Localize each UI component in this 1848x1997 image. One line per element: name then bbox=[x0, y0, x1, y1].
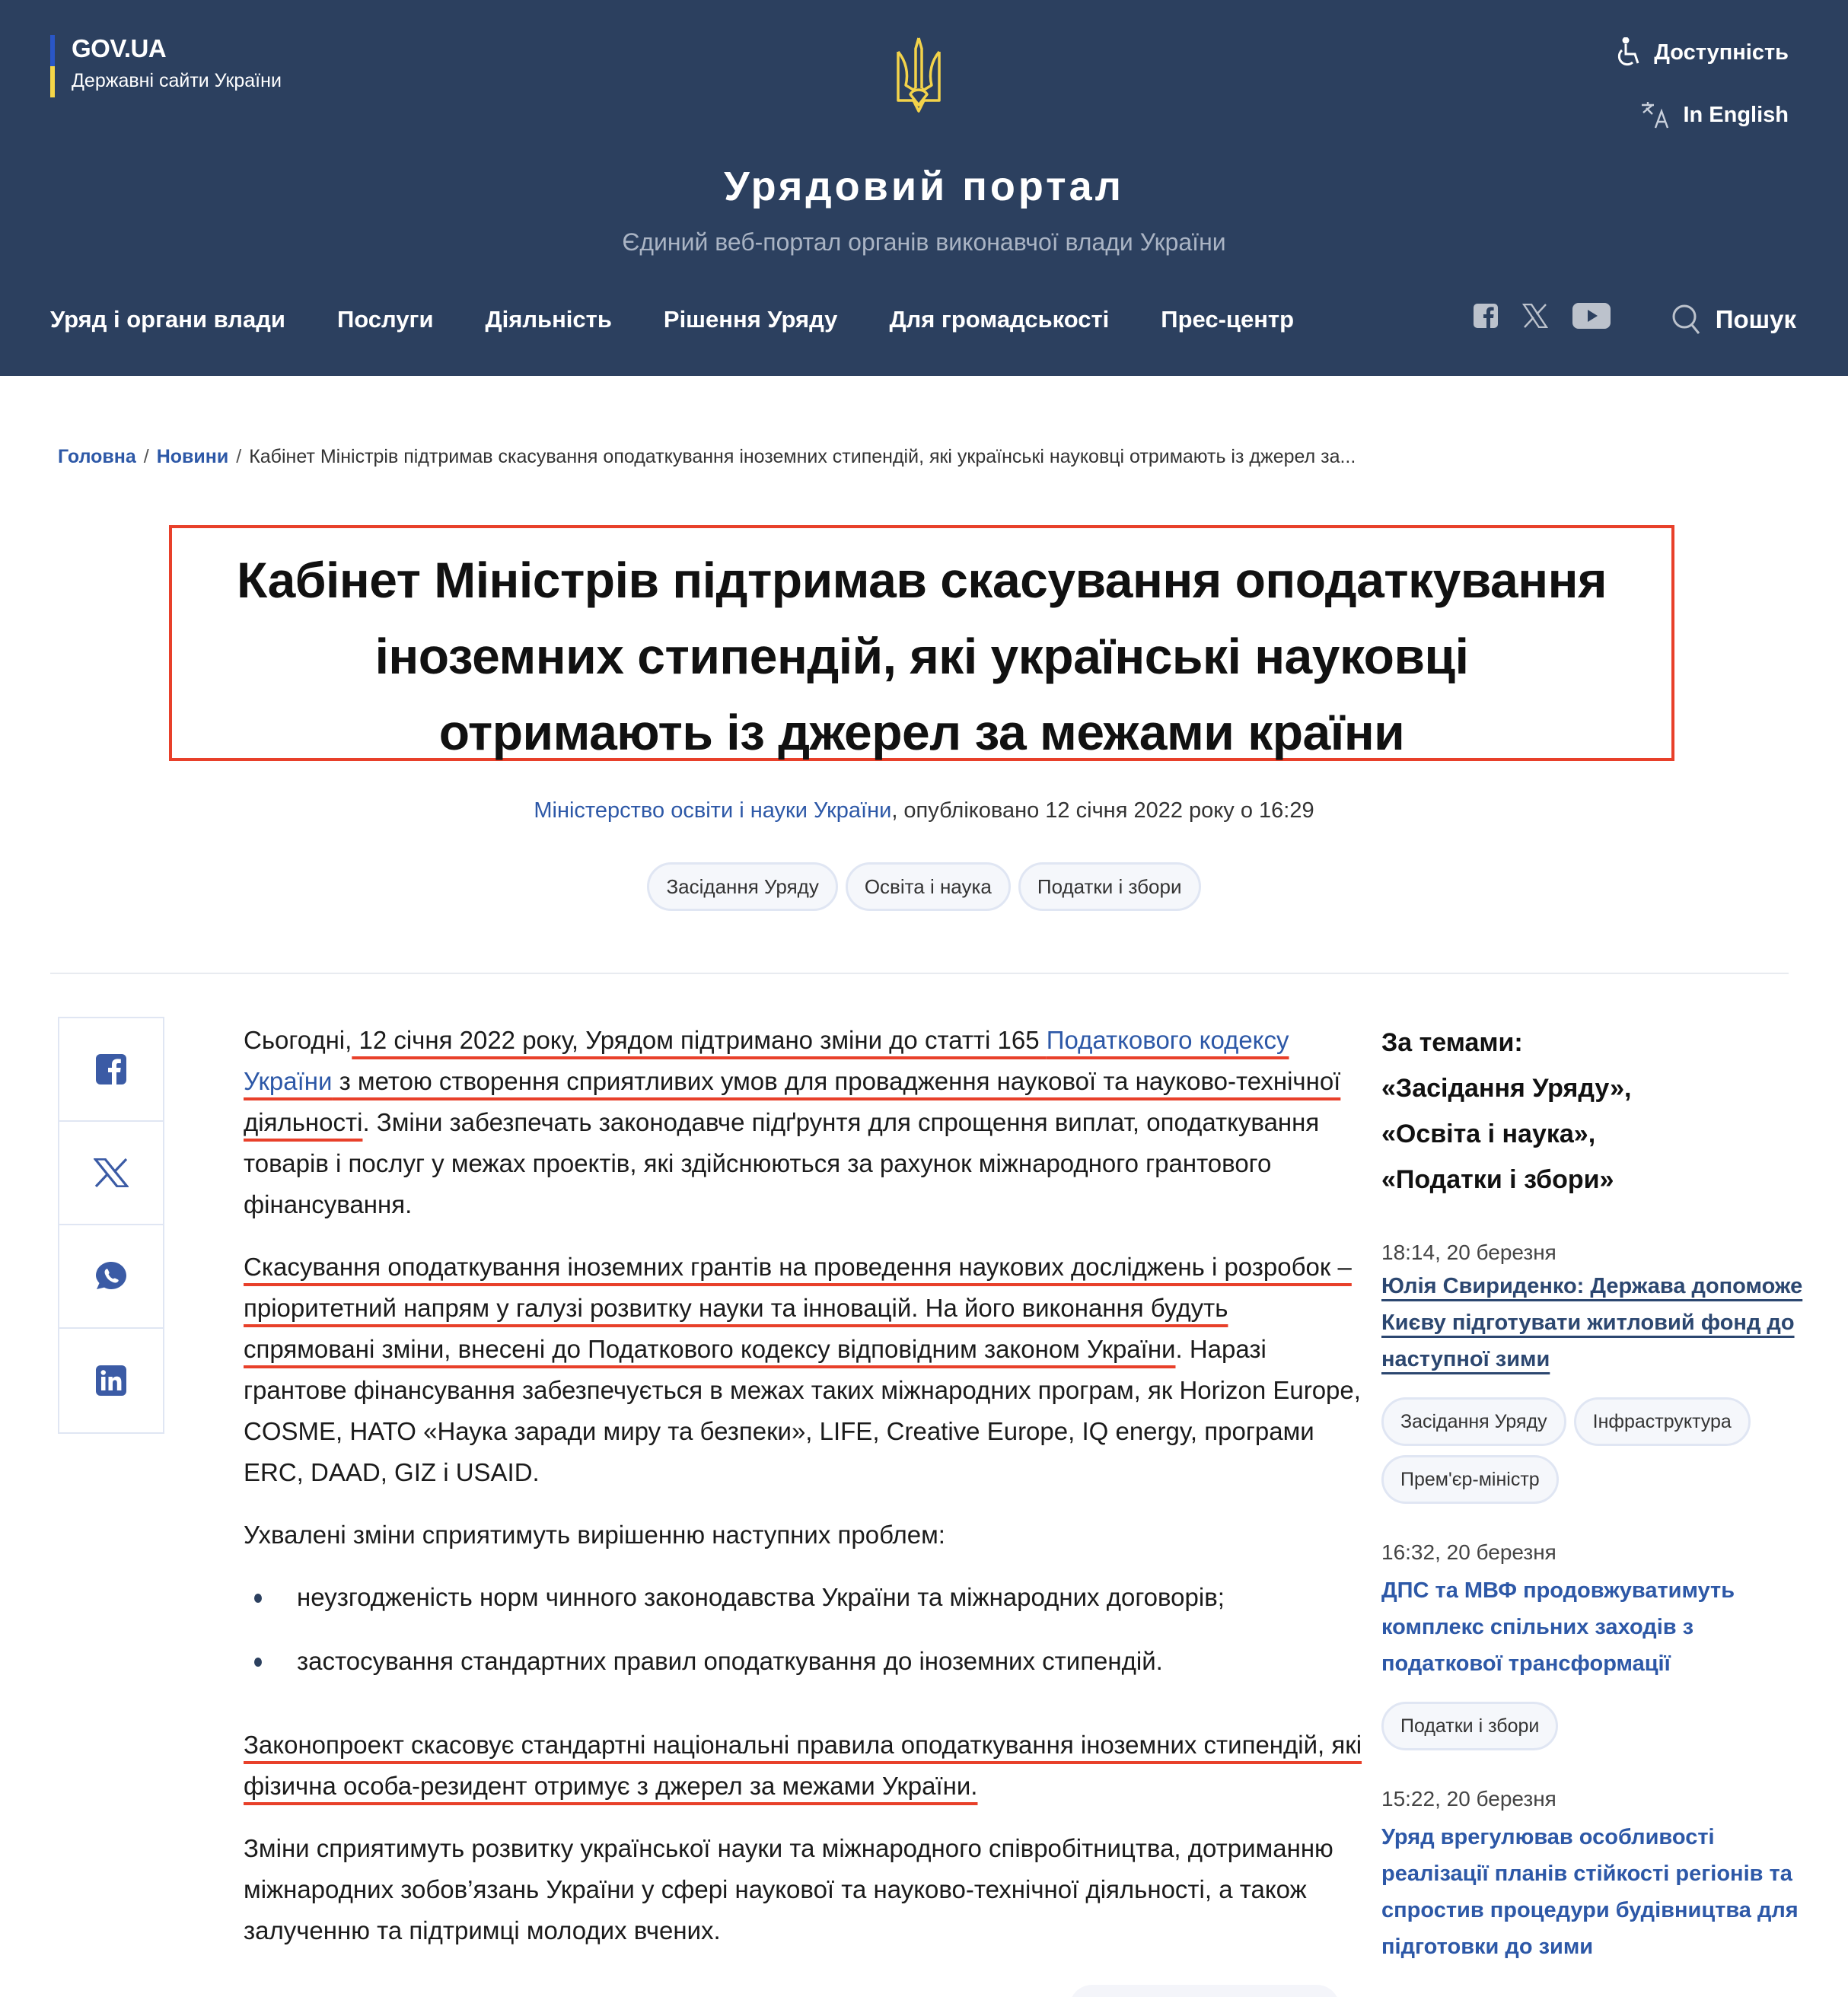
breadcrumb-separator: / bbox=[236, 446, 242, 467]
govua-link[interactable] bbox=[50, 35, 282, 97]
breadcrumb-current: Кабінет Міністрів підтримав скасування оподаткування іноземних стипендій, які українські науковці отримають із джерел за... bbox=[249, 446, 1356, 467]
share-x-button[interactable] bbox=[59, 1122, 163, 1225]
nav-item-press-center[interactable]: Прес-центр bbox=[1161, 306, 1295, 333]
breadcrumb-news[interactable]: Новини bbox=[156, 446, 229, 467]
news-item bbox=[1381, 1784, 1808, 1965]
text: 12 січня 2022 року, Урядом підтримано зміни до статті 165 bbox=[352, 1026, 1047, 1054]
x-icon bbox=[1522, 304, 1548, 328]
news-item bbox=[1381, 1237, 1808, 1504]
accessibility-label: Доступність bbox=[1654, 40, 1789, 65]
list-item: застосування стандартних правил оподаткування до іноземних стипендій. bbox=[244, 1641, 1362, 1682]
news-time: 16:32, 20 березня bbox=[1381, 1540, 1556, 1564]
news-tags bbox=[1381, 1702, 1808, 1750]
breadcrumb bbox=[58, 443, 1356, 470]
breadcrumb-home[interactable]: Головна bbox=[58, 446, 136, 467]
share-linkedin-button[interactable] bbox=[59, 1329, 163, 1432]
share-panel bbox=[58, 1017, 164, 1434]
nav-item-government[interactable]: Уряд і органи влади bbox=[50, 306, 285, 333]
govua-subtitle: Державні сайти України bbox=[72, 70, 282, 91]
related-news-sidebar bbox=[1381, 1020, 1808, 1997]
text: Сьогодні, bbox=[244, 1026, 352, 1054]
topic-item: «Освіта і наука», bbox=[1381, 1120, 1596, 1148]
paragraph bbox=[244, 1020, 1362, 1225]
text: . Наразі грантове фінансування забезпечується в межах таких міжнародних програм, як Horizon Europe, COSME, НАТО «Наука заради миру та безпеки», LIFE, Creative Europe, IQ energy, програми ERC, DAAD, GIZ і USAID. bbox=[244, 1335, 1361, 1486]
paragraph bbox=[244, 1247, 1362, 1493]
social-links bbox=[1474, 303, 1611, 329]
linkedin-icon bbox=[96, 1365, 126, 1396]
news-time: 15:22, 20 березня bbox=[1381, 1787, 1556, 1811]
title-line: Кабінет Міністрів підтримав скасування оподаткування bbox=[236, 552, 1607, 608]
trident-icon bbox=[895, 35, 942, 114]
highlighted-text: Скасування оподаткування іноземних грантів на проведення наукових досліджень і розробок – пріоритетний напрям у галузі розвитку науки та інновацій. На його виконання будуть спрямовані зміни, внесені до Податкового кодексу відповідним законом України bbox=[244, 1253, 1352, 1363]
topic-item: «Податки і збори» bbox=[1381, 1165, 1614, 1194]
paragraph bbox=[244, 1725, 1362, 1807]
news-list bbox=[1381, 1237, 1808, 1965]
tag-prime-minister[interactable]: Прем'єр-міністр bbox=[1381, 1455, 1559, 1504]
paragraph: Ухвалені зміни сприятимуть вирішенню наступних проблем: bbox=[244, 1521, 945, 1549]
accessibility-link[interactable] bbox=[1616, 33, 1789, 72]
youtube-link[interactable] bbox=[1572, 303, 1611, 329]
portal-title: Урядовий портал bbox=[724, 164, 1124, 209]
news-tags bbox=[1381, 1397, 1808, 1504]
translate-icon bbox=[1640, 100, 1671, 129]
tag-government-meeting[interactable]: Засідання Уряду bbox=[1381, 1397, 1566, 1446]
breadcrumb-separator: / bbox=[143, 446, 149, 467]
title-highlight-box bbox=[169, 525, 1674, 761]
problems-list bbox=[244, 1577, 1362, 1682]
article-tags bbox=[0, 862, 1848, 911]
scroll-to-top-area bbox=[1069, 1985, 1340, 1997]
tax-code-link[interactable]: Податкового кодексу України bbox=[244, 1026, 1289, 1095]
facebook-icon bbox=[1474, 304, 1498, 328]
news-title-link[interactable]: ДПС та МВФ продовжуватимуть комплекс спільних заходів з податкової трансформації bbox=[1381, 1578, 1735, 1676]
whatsapp-icon bbox=[95, 1261, 127, 1292]
news-title-link[interactable]: Уряд врегулював особливості реалізації планів стійкості регіонів та спростив процедури будівництва для підготовки до зими bbox=[1381, 1825, 1799, 1959]
nav-item-decisions[interactable]: Рішення Уряду bbox=[663, 306, 838, 333]
topics-heading bbox=[1381, 1020, 1808, 1202]
nav-item-activity[interactable]: Діяльність bbox=[485, 306, 612, 333]
highlighted-text: Законопроект скасовує стандартні національні правила оподаткування іноземних стипендій, які фізична особа-резидент отримує з джерел за межами України. bbox=[244, 1731, 1362, 1800]
accessibility-icon bbox=[1616, 37, 1642, 68]
topic-item: «Засідання Уряду», bbox=[1381, 1074, 1632, 1103]
tag-taxes-fees[interactable]: Податки і збори bbox=[1381, 1702, 1558, 1750]
author-org-link[interactable]: Міністерство освіти і науки України bbox=[534, 798, 892, 823]
main-nav bbox=[50, 298, 1346, 341]
text: . Зміни забезпечать законодавче підґрунтя для спрощення виплат, оподаткування товарів і послуг у межах проектів, які здійснюються за рахунок міжнародного грантового фінансування. bbox=[244, 1108, 1320, 1218]
topics-label: За темами: bbox=[1381, 1028, 1523, 1057]
ukraine-flag-bar bbox=[50, 35, 55, 97]
tag-taxes-fees[interactable]: Податки і збори bbox=[1018, 862, 1201, 911]
share-whatsapp-button[interactable] bbox=[59, 1225, 163, 1329]
news-item bbox=[1381, 1537, 1808, 1750]
govua-title: GOV.UA bbox=[72, 34, 167, 62]
section-divider bbox=[50, 973, 1789, 974]
x-icon bbox=[94, 1158, 129, 1187]
text: з метою створення сприятливих умов для провадження наукової та науково-технічної діяльності bbox=[244, 1067, 1341, 1136]
publish-date: , опубліковано 12 січня 2022 року о 16:29 bbox=[891, 798, 1314, 823]
facebook-link[interactable] bbox=[1474, 304, 1498, 328]
youtube-icon bbox=[1572, 303, 1611, 329]
news-time: 18:14, 20 березня bbox=[1381, 1241, 1556, 1264]
tag-education-science[interactable]: Освіта і наука bbox=[846, 862, 1011, 911]
tag-infrastructure[interactable]: Інфраструктура bbox=[1574, 1397, 1751, 1446]
article-meta bbox=[0, 795, 1848, 827]
news-title-link[interactable]: Юлія Свириденко: Держава допоможе Києву підготувати житловий фонд до наступної зими bbox=[1381, 1274, 1803, 1371]
nav-item-public[interactable]: Для громадськості bbox=[889, 306, 1110, 333]
article-body bbox=[244, 1020, 1362, 1973]
x-link[interactable] bbox=[1522, 304, 1548, 328]
title-line: іноземних стипендій, які українські науковці bbox=[374, 628, 1469, 684]
search-label: Пошук bbox=[1715, 305, 1796, 333]
title-line: отримають із джерел за межами країни bbox=[438, 704, 1405, 760]
paragraph: Зміни сприятимуть розвитку української науки та міжнародного співробітництва, дотриманню міжнародних зобов’язань України у сфері наукової та науково-технічної діяльності, а також залученню та підтримці молодих вчених. bbox=[244, 1834, 1333, 1944]
language-switch-link[interactable] bbox=[1616, 96, 1789, 134]
search-icon bbox=[1671, 304, 1702, 336]
portal-subtitle: Єдиний веб-портал органів виконавчої влади України bbox=[622, 228, 1226, 256]
list-item: неузгодженість норм чинного законодавства України та міжнародних договорів; bbox=[244, 1577, 1362, 1618]
facebook-icon bbox=[96, 1054, 126, 1084]
share-facebook-button[interactable] bbox=[59, 1018, 163, 1122]
site-header bbox=[0, 0, 1848, 376]
language-label: In English bbox=[1683, 102, 1789, 127]
nav-item-services[interactable]: Послуги bbox=[336, 306, 434, 333]
search-button[interactable] bbox=[1671, 298, 1796, 341]
tag-government-meeting[interactable]: Засідання Уряду bbox=[647, 862, 837, 911]
page-title bbox=[172, 542, 1671, 770]
